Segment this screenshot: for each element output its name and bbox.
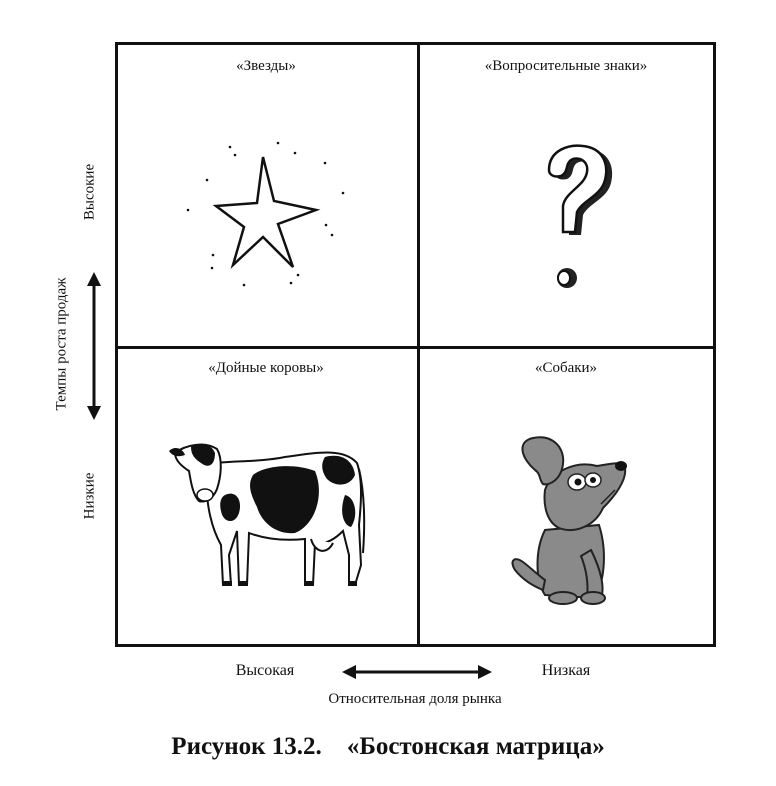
grid-vertical-divider bbox=[417, 45, 420, 644]
quadrant-label-cash-cows: «Дойные коровы» bbox=[208, 360, 324, 376]
y-axis-title: Темпы роста продаж bbox=[53, 277, 70, 411]
x-axis-arrow-icon bbox=[342, 662, 492, 682]
y-axis-low-label: Низкие bbox=[81, 472, 98, 520]
x-axis-low-label: Низкая bbox=[541, 662, 591, 679]
x-axis-title: Относительная доля рынка bbox=[328, 691, 502, 707]
dog-icon bbox=[505, 430, 635, 605]
y-axis-arrow-icon bbox=[84, 272, 104, 420]
quadrant-label-question-marks: «Вопросительные знаки» bbox=[484, 58, 648, 74]
figure-caption bbox=[0, 733, 776, 761]
y-axis-high-label: Высокие bbox=[81, 163, 98, 221]
grid-horizontal-divider bbox=[118, 346, 713, 349]
x-axis-high-label: Высокая bbox=[235, 662, 295, 679]
quadrant-label-stars: «Звезды» bbox=[236, 58, 296, 74]
figure-title: «Бостонская матрица» bbox=[346, 733, 605, 760]
star-icon bbox=[180, 135, 355, 295]
cow-icon bbox=[165, 435, 370, 595]
figure-number: Рисунок 13.2. bbox=[171, 733, 322, 760]
quadrant-label-dogs: «Собаки» bbox=[534, 360, 598, 376]
question-mark-icon bbox=[535, 140, 625, 295]
